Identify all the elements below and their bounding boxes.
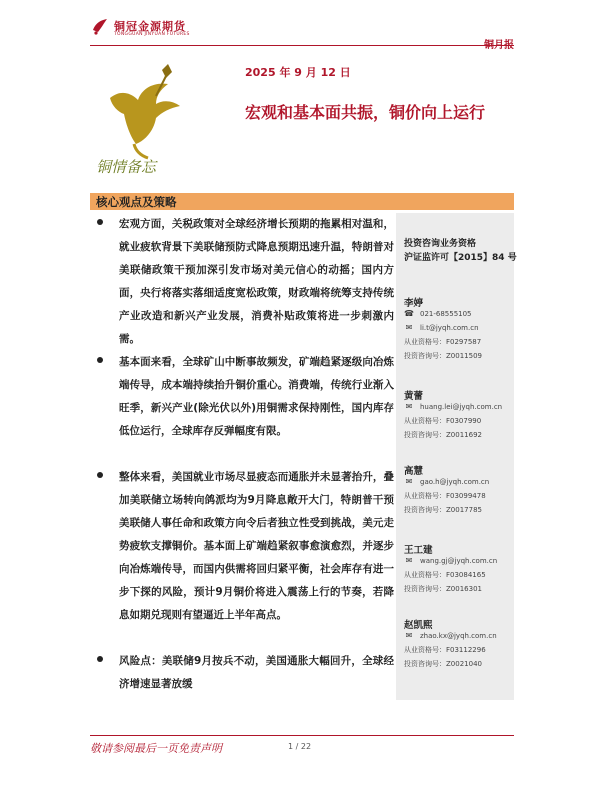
analyst-card <box>404 542 514 598</box>
email-icon: ✉ <box>405 477 413 486</box>
analyst-card <box>404 388 514 444</box>
page-number: 1 / 22 <box>288 742 312 751</box>
analyst-card <box>404 295 514 365</box>
bullet-dot-icon <box>97 656 103 662</box>
analyst-email[interactable]: zhao.kx@jyqh.com.cn <box>420 632 497 640</box>
email-icon: ✉ <box>405 631 413 640</box>
analyst-sidebar <box>396 213 517 700</box>
license-number: 沪证监许可【2015】84 号 <box>404 253 517 263</box>
hero-calligraphy: 铜情备忘 <box>96 158 157 176</box>
bullet-text: 整体来看，美国就业市场尽显疲态而通胀并未显著抬升，叠加美联储立场转向鸽派均为9月降息敞开大门，特朗普干预美联储人事任命和政策方向令后者独立性受到挑战，美元走势疲软支撑铜价。基本面上矿端趋紧叙事愈演愈烈，并逐步向冶炼端传导，而国内供需将回归紧平衡，社会库存有进一步下探的风险，预计9月铜价将进入震荡上行的节奏，若降息如期兑现则有望逼近上半年高点。 <box>119 471 394 621</box>
report-title: 宏观和基本面共振，铜价向上运行 <box>245 103 486 122</box>
bullet-text: 基本面来看，全球矿山中断事故频发，矿端趋紧逐级向冶炼端传导，成本端持续抬升铜价重心。消费端，传统行业渐入旺季，新兴产业(除光伏以外)用铜需求保持刚性，国内库存低位运行，全球库存反弹幅度有限。 <box>119 356 394 437</box>
analyst-email[interactable]: gao.h@jyqh.com.cn <box>420 478 490 486</box>
bullet-item <box>90 213 394 351</box>
bullet-item <box>90 466 394 627</box>
analyst-email-row <box>404 402 514 416</box>
phone-icon: ☎ <box>404 309 414 318</box>
bullet-dot-icon <box>97 219 103 225</box>
analyst-practice-id: 从业资格号：F0307990 <box>404 417 482 425</box>
analyst-practice-id: 从业资格号：F03084165 <box>404 571 486 579</box>
company-name-en: TONGGUAN JINYUAN FUTURES <box>114 32 190 37</box>
bullet-text: 宏观方面，关税政策对全球经济增长预期的拖累相对温和，就业疲软背景下美联储预防式降息预期迅速升温，特朗普对美联储政策干预加深引发市场对美元信心的动摇；国内方面，央行将落实落细适度宽松政策，财政端将统筹支持传统产业改造和新兴产业发展，消费补贴政策将进一步刺激内需。 <box>119 218 394 345</box>
email-icon: ✉ <box>405 402 413 411</box>
page-header <box>90 14 514 46</box>
section-header <box>90 193 514 210</box>
analyst-email[interactable]: huang.lei@jyqh.com.cn <box>420 403 503 411</box>
analyst-practice-id: 从业资格号：F03099478 <box>404 492 486 500</box>
analyst-name: 赵凯熙 <box>404 620 433 631</box>
analyst-phone: 021-68555105 <box>420 310 472 318</box>
qualification: 投资咨询业务资格 <box>404 239 477 249</box>
bullet-dot-icon <box>97 472 103 478</box>
bullet-item <box>90 351 394 443</box>
analyst-email-row <box>404 556 514 570</box>
bullet-text: 风险点：美联储9月按兵不动，美国通胀大幅回升，全球经济增速显著放缓 <box>119 655 394 690</box>
analyst-email-row <box>404 323 514 337</box>
disclaimer-link[interactable]: 敬请参阅最后一页免责声明 <box>90 742 222 755</box>
header-divider <box>90 45 514 46</box>
core-views-content <box>90 213 394 700</box>
analyst-card <box>404 617 514 673</box>
analyst-name: 黄蕾 <box>404 391 424 402</box>
company-name: 铜冠金源期货 <box>114 20 186 33</box>
analyst-consult-id: 投资咨询号：Z0021040 <box>404 660 482 668</box>
analyst-name: 李婷 <box>404 298 424 309</box>
bullet-item <box>90 650 394 696</box>
company-logo-icon <box>90 16 110 36</box>
analyst-practice-id: 从业资格号：F03112296 <box>404 646 486 654</box>
analyst-practice-id: 从业资格号：F0297587 <box>404 338 482 346</box>
analyst-card <box>404 463 514 519</box>
analyst-phone-row <box>404 309 514 323</box>
email-icon: ✉ <box>405 323 413 332</box>
analyst-email-row <box>404 477 514 491</box>
analyst-consult-id: 投资咨询号：Z0011692 <box>404 431 482 439</box>
email-icon: ✉ <box>405 556 413 565</box>
analyst-name: 高慧 <box>404 466 424 477</box>
report-date: 2025 年 9 月 12 日 <box>245 66 351 79</box>
cattle-head-logo-icon <box>90 60 200 180</box>
footer-divider <box>90 735 514 736</box>
analyst-consult-id: 投资咨询号：Z0011509 <box>404 352 482 360</box>
analyst-email[interactable]: li.t@jyqh.com.cn <box>420 324 479 332</box>
section-title: 核心观点及策略 <box>96 195 177 209</box>
analyst-consult-id: 投资咨询号：Z0017785 <box>404 506 482 514</box>
bullet-dot-icon <box>97 357 103 363</box>
analyst-email-row <box>404 631 514 645</box>
analyst-consult-id: 投资咨询号：Z0016301 <box>404 585 482 593</box>
report-type <box>484 36 514 51</box>
analyst-name: 王工建 <box>404 545 433 556</box>
analyst-email[interactable]: wang.gj@jyqh.com.cn <box>420 557 498 565</box>
